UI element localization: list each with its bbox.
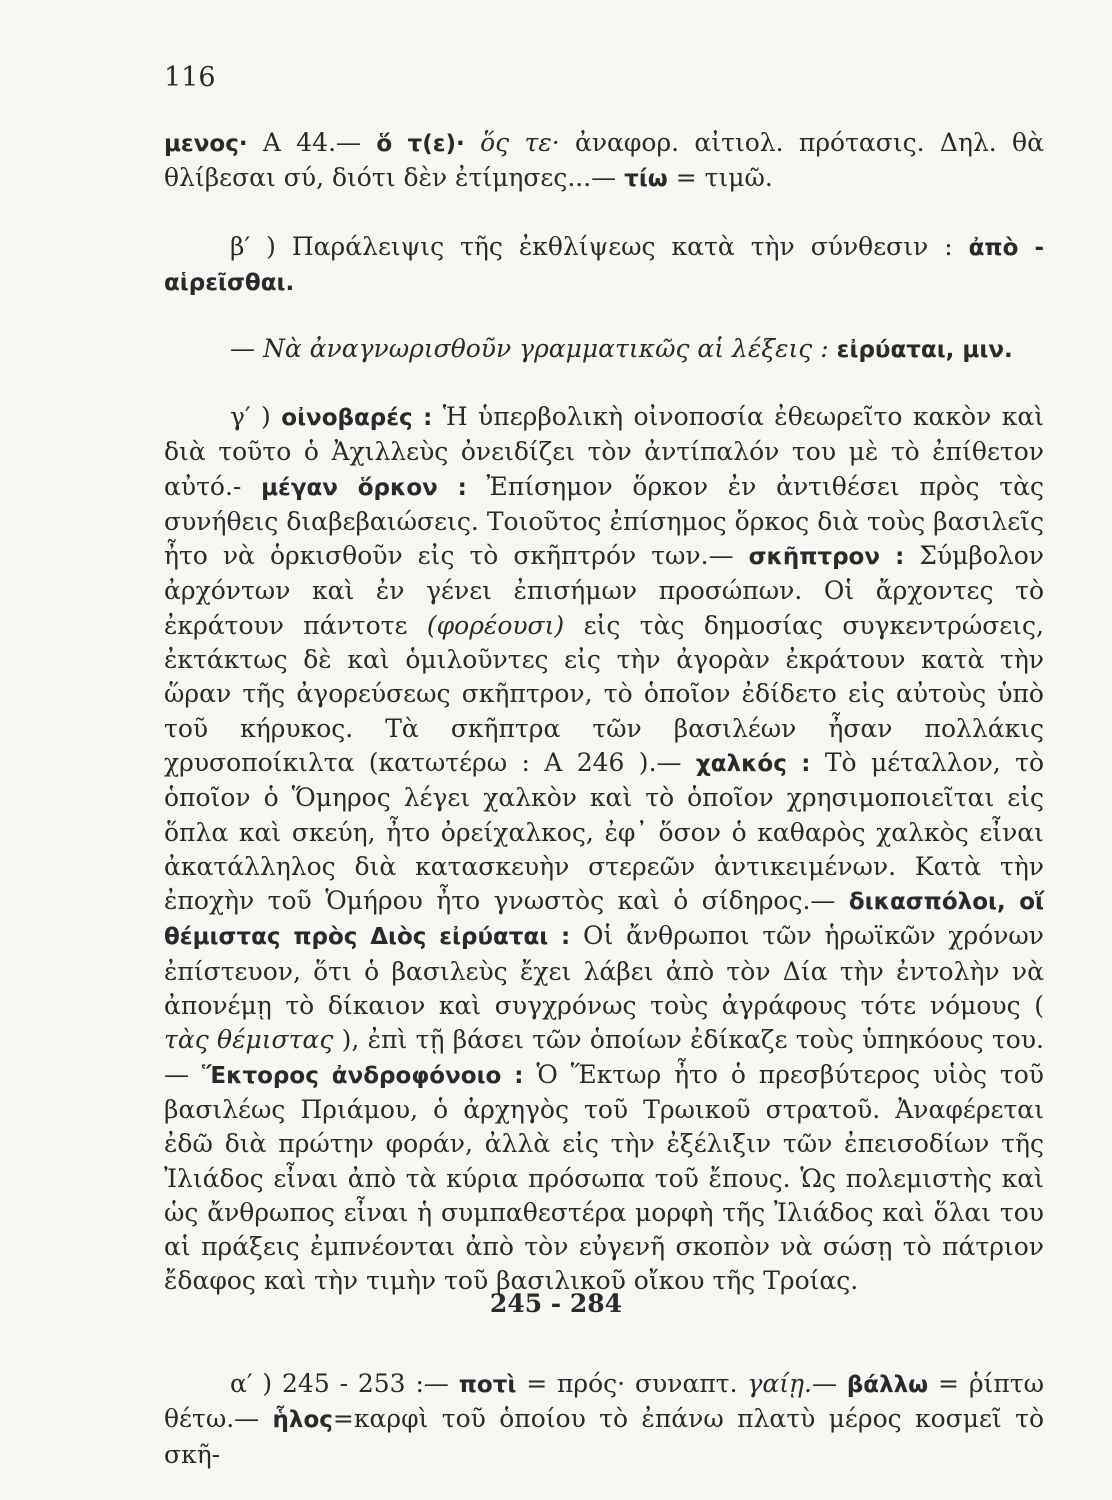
paragraph-alpha: α′ ) 245 - 253 :— ποτὶ = πρός· συναπτ. γαίῃ.— βάλλω = ῥίπτω θέτω.— ἧλος=καρφὶ τοῦ ὁποίου τὸ ἐπάνω πλατὺ μέρος κοσμεῖ τὸ σκῆ- [164, 1369, 1044, 1469]
paragraph-continuation: μενος· Α 44.— ὅ τ(ε)· ὅς τε· ἀναφορ. αἰτιολ. πρότασις. Δηλ. θὰ θλίβεσαι σύ, διότι δὲν ἐτίμησες...— τίω = τιμῶ. [164, 128, 1044, 193]
paragraph-exercise: — Νὰ ἀναγνωρισθοῦν γραμματικῶς αἱ λέξεις : εἰρύαται, μιν. [230, 334, 1013, 363]
section-heading: 245 - 284 [489, 1289, 623, 1318]
paragraph-beta: β′ ) Παράλειψις τῆς ἐκθλίψεως κατὰ τὴν σύνθεσιν : ἀπὸ - αἱρεῖσθαι. [164, 232, 1044, 297]
paragraph-gamma: γ′ ) οἰνοβαρές : Ἡ ὑπερβολικὴ οἰνοποσία ἐθεωρεῖτο κακὸν καὶ διὰ τοῦτο ὁ Ἀχιλλεὺς ὀνειδίζει τὸν ἀντίπαλόν του μὲ τὸ ἐπίθετον αὐτό.- μέγαν ὅρκον : Ἐπίσημον ὅρκον ἐν ἀντιθέσει πρὸς τὰς συνήθεις διαβεβαιώσεις. Τοιοῦτος ἐπίσημος ὅρκος διὰ τοὺς βασιλεῖς ἦτο νὰ ὁρκισθοῦν εἰς τὸ σκῆπτρόν των.— σκῆπτρον : Σύμβολον ἀρχόντων καὶ ἐν γένει ἐπισήμων προσώπων. Οἱ ἄρχοντες τὸ ἐκράτουν πάντοτε (φορέουσι) εἰς τὰς δημοσίας συγκεντρώσεις, ἐκτάκτως δὲ καὶ ὁμιλοῦντες εἰς τὴν ἀγορὰν ἐκράτουν κατὰ τὴν ὥραν τῆς ἀγορεύσεως σκῆπτρον, τὸ ὁποῖον ἐδίδετο εἰς αὐτοὺς ὑπὸ τοῦ κήρυκος. Τὰ σκῆπτρα τῶν βασιλέων ἦσαν πολλάκις χρυσοποίκιλτα (κατωτέρω : Α 246 ).— χαλκός : Τὸ μέταλλον, τὸ ὁποῖον ὁ Ὅμηρος λέγει χαλκὸν καὶ τὸ ὁποῖον χρησιμοποιεῖται εἰς ὅπλα καὶ σκεύη, ἦτο ὀρείχαλκος, ἐφ᾽ ὅσον ὁ καθαρὸς χαλκὸς εἶναι ἀκατάλληλος διὰ κατασκευὴν στερεῶν ἀντικειμένων. Κατὰ τὴν ἐποχὴν τοῦ Ὁμήρου ἦτο γνωστὸς καὶ ὁ σίδηρος.— δικασπόλοι, οἵ θέμιστας πρὸς Διὸς εἰρύαται : Οἱ ἄνθρωποι τῶν ἡρωϊκῶν χρόνων ἐπίστευον, ὅτι ὁ βασιλεὺς ἔχει λάβει ἀπὸ τὸν Δία τὴν ἐντολὴν νὰ ἀπονέμῃ τὸ δίκαιον καὶ συγχρόνως τοὺς ἀγράφους τότε νόμους ( τὰς θέμιστας ), ἐπὶ τῇ βάσει τῶν ὁποίων ἐδίκαζε τοὺς ὑπηκόους του.— Ἕκτορος ἀνδροφόνοιο : Ὁ Ἕκτωρ ἦτο ὁ πρεσβύτερος υἱὸς τοῦ βασιλέως Πριάμου, ὁ ἀρχηγὸς τοῦ Τρωικοῦ στρατοῦ. Ἀναφέρεται ἐδῶ διὰ πρώτην φοράν, ἀλλὰ εἰς τὴν ἐξέλιξιν τῶν ἐπεισοδίων τῆς Ἰλιάδος εἶναι ἀπὸ τὰ κύρια πρόσωπα τοῦ ἔπους. Ὡς πολεμιστὴς καὶ ὡς ἄνθρωπος εἶναι ἡ συμπαθεστέρα μορφὴ τῆς Ἰλιάδος καὶ ὅλαι του αἱ πράξεις ἐμπνέονται ἀπὸ τὸν εὐγενῆ σκοπὸν νὰ σώσῃ τὸ πάτριον ἔδαφος καὶ τὴν τιμὴν τοῦ βασιλικοῦ οἴκου τῆς Τροίας. [164, 402, 1045, 1296]
page-number: 116 [164, 62, 216, 93]
